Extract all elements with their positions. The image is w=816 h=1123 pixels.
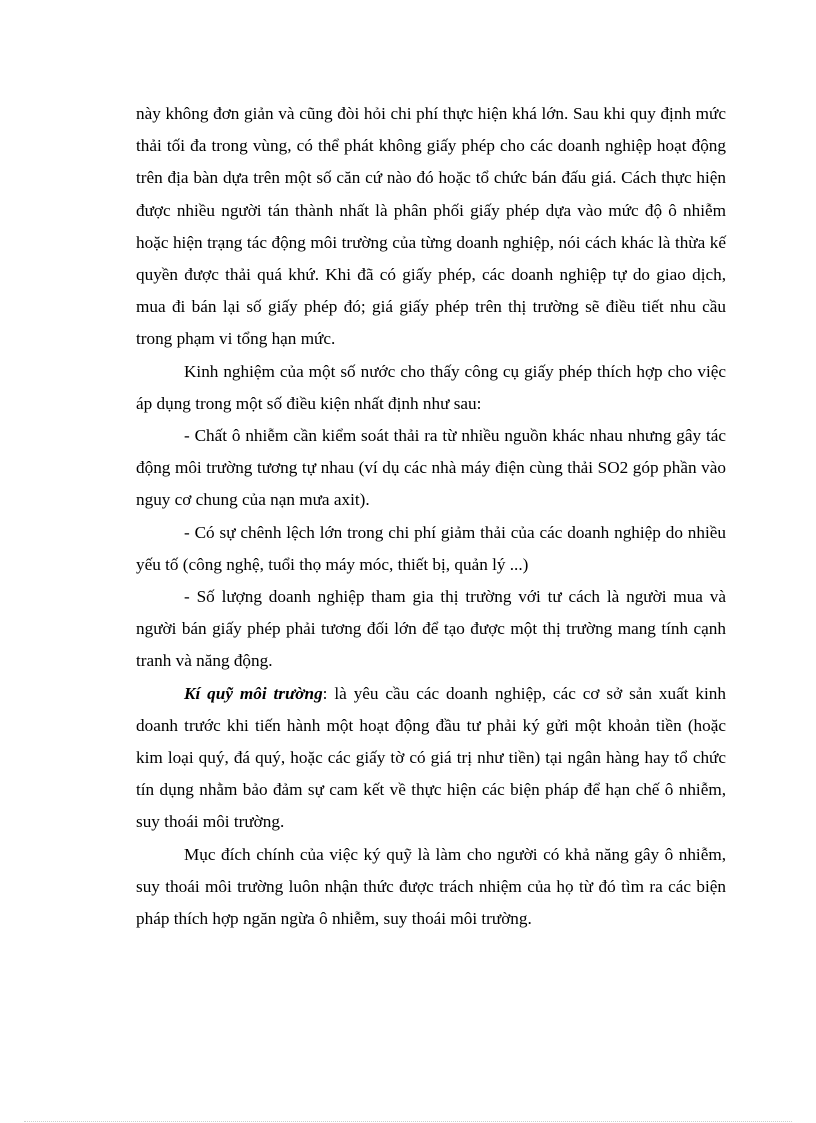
term-heading: Kí quỹ môi trường <box>184 683 323 703</box>
list-item-market-size <box>136 581 726 678</box>
page-bottom-divider <box>24 1121 792 1122</box>
list-item-pollutant-sources <box>136 420 726 517</box>
paragraph-text: - Số lượng doanh nghiệp tham gia thị trường với tư cách là người mua và người bán giấy phép phải tương đối lớn để tạo được một thị trường mang tính cạnh tranh và năng động. <box>136 587 726 671</box>
paragraph-text: - Có sự chênh lệch lớn trong chi phí giảm thải của các doanh nghiệp do nhiều yếu tố (công nghệ, tuổi thọ máy móc, thiết bị, quản lý ...) <box>136 522 726 574</box>
document-page <box>136 98 726 935</box>
paragraph-text: này không đơn giản và cũng đòi hỏi chi phí thực hiện khá lớn. Sau khi quy định mức thải tối đa trong vùng, có thể phát không giấy phép cho các doanh nghiệp hoạt động trên địa bàn dựa trên một số căn cứ nào đó hoặc tổ chức bán đấu giá. Cách thực hiện được nhiều người tán thành nhất là phân phối giấy phép dựa vào mức độ ô nhiễm hoặc hiện trạng tác động môi trường của từng doanh nghiệp, nói cách khác là thừa kế quyền được thải quá khứ. Khi đã có giấy phép, các doanh nghiệp tự do giao dịch, mua đi bán lại số giấy phép đó; giá giấy phép trên thị trường sẽ điều tiết nhu cầu trong phạm vi tổng hạn mức. <box>136 104 726 349</box>
paragraph-permit-allocation <box>136 98 726 356</box>
paragraph-experience-intro <box>136 356 726 420</box>
paragraph-environmental-deposit <box>136 678 726 839</box>
paragraph-text: Mục đích chính của việc ký quỹ là làm cho người có khả năng gây ô nhiễm, suy thoái môi trường luôn nhận thức được trách nhiệm của họ từ đó tìm ra các biện pháp thích hợp ngăn ngừa ô nhiễm, suy thoái môi trường. <box>136 844 726 929</box>
paragraph-deposit-purpose <box>136 839 726 936</box>
paragraph-text: - Chất ô nhiễm cần kiểm soát thải ra từ nhiều nguồn khác nhau nhưng gây tác động môi trường tương tự nhau (ví dụ các nhà máy điện cùng thải SO2 góp phần vào nguy cơ chung của nạn mưa axit). <box>136 426 726 510</box>
paragraph-text: : là yêu cầu các doanh nghiệp, các cơ sở sản xuất kinh doanh trước khi tiến hành một hoạt động đầu tư phải ký gửi một khoản tiền (hoặc kim loại quý, đá quý, hoặc các giấy tờ có giá trị như tiền) tại ngân hàng hay tổ chức tín dụng nhằm bảo đảm sự cam kết về thực hiện các biện pháp để hạn chế ô nhiễm, suy thoái môi trường. <box>136 683 726 832</box>
paragraph-text: Kinh nghiệm của một số nước cho thấy công cụ giấy phép thích hợp cho việc áp dụng trong một số điều kiện nhất định như sau: <box>136 361 726 413</box>
list-item-cost-difference <box>136 517 726 581</box>
